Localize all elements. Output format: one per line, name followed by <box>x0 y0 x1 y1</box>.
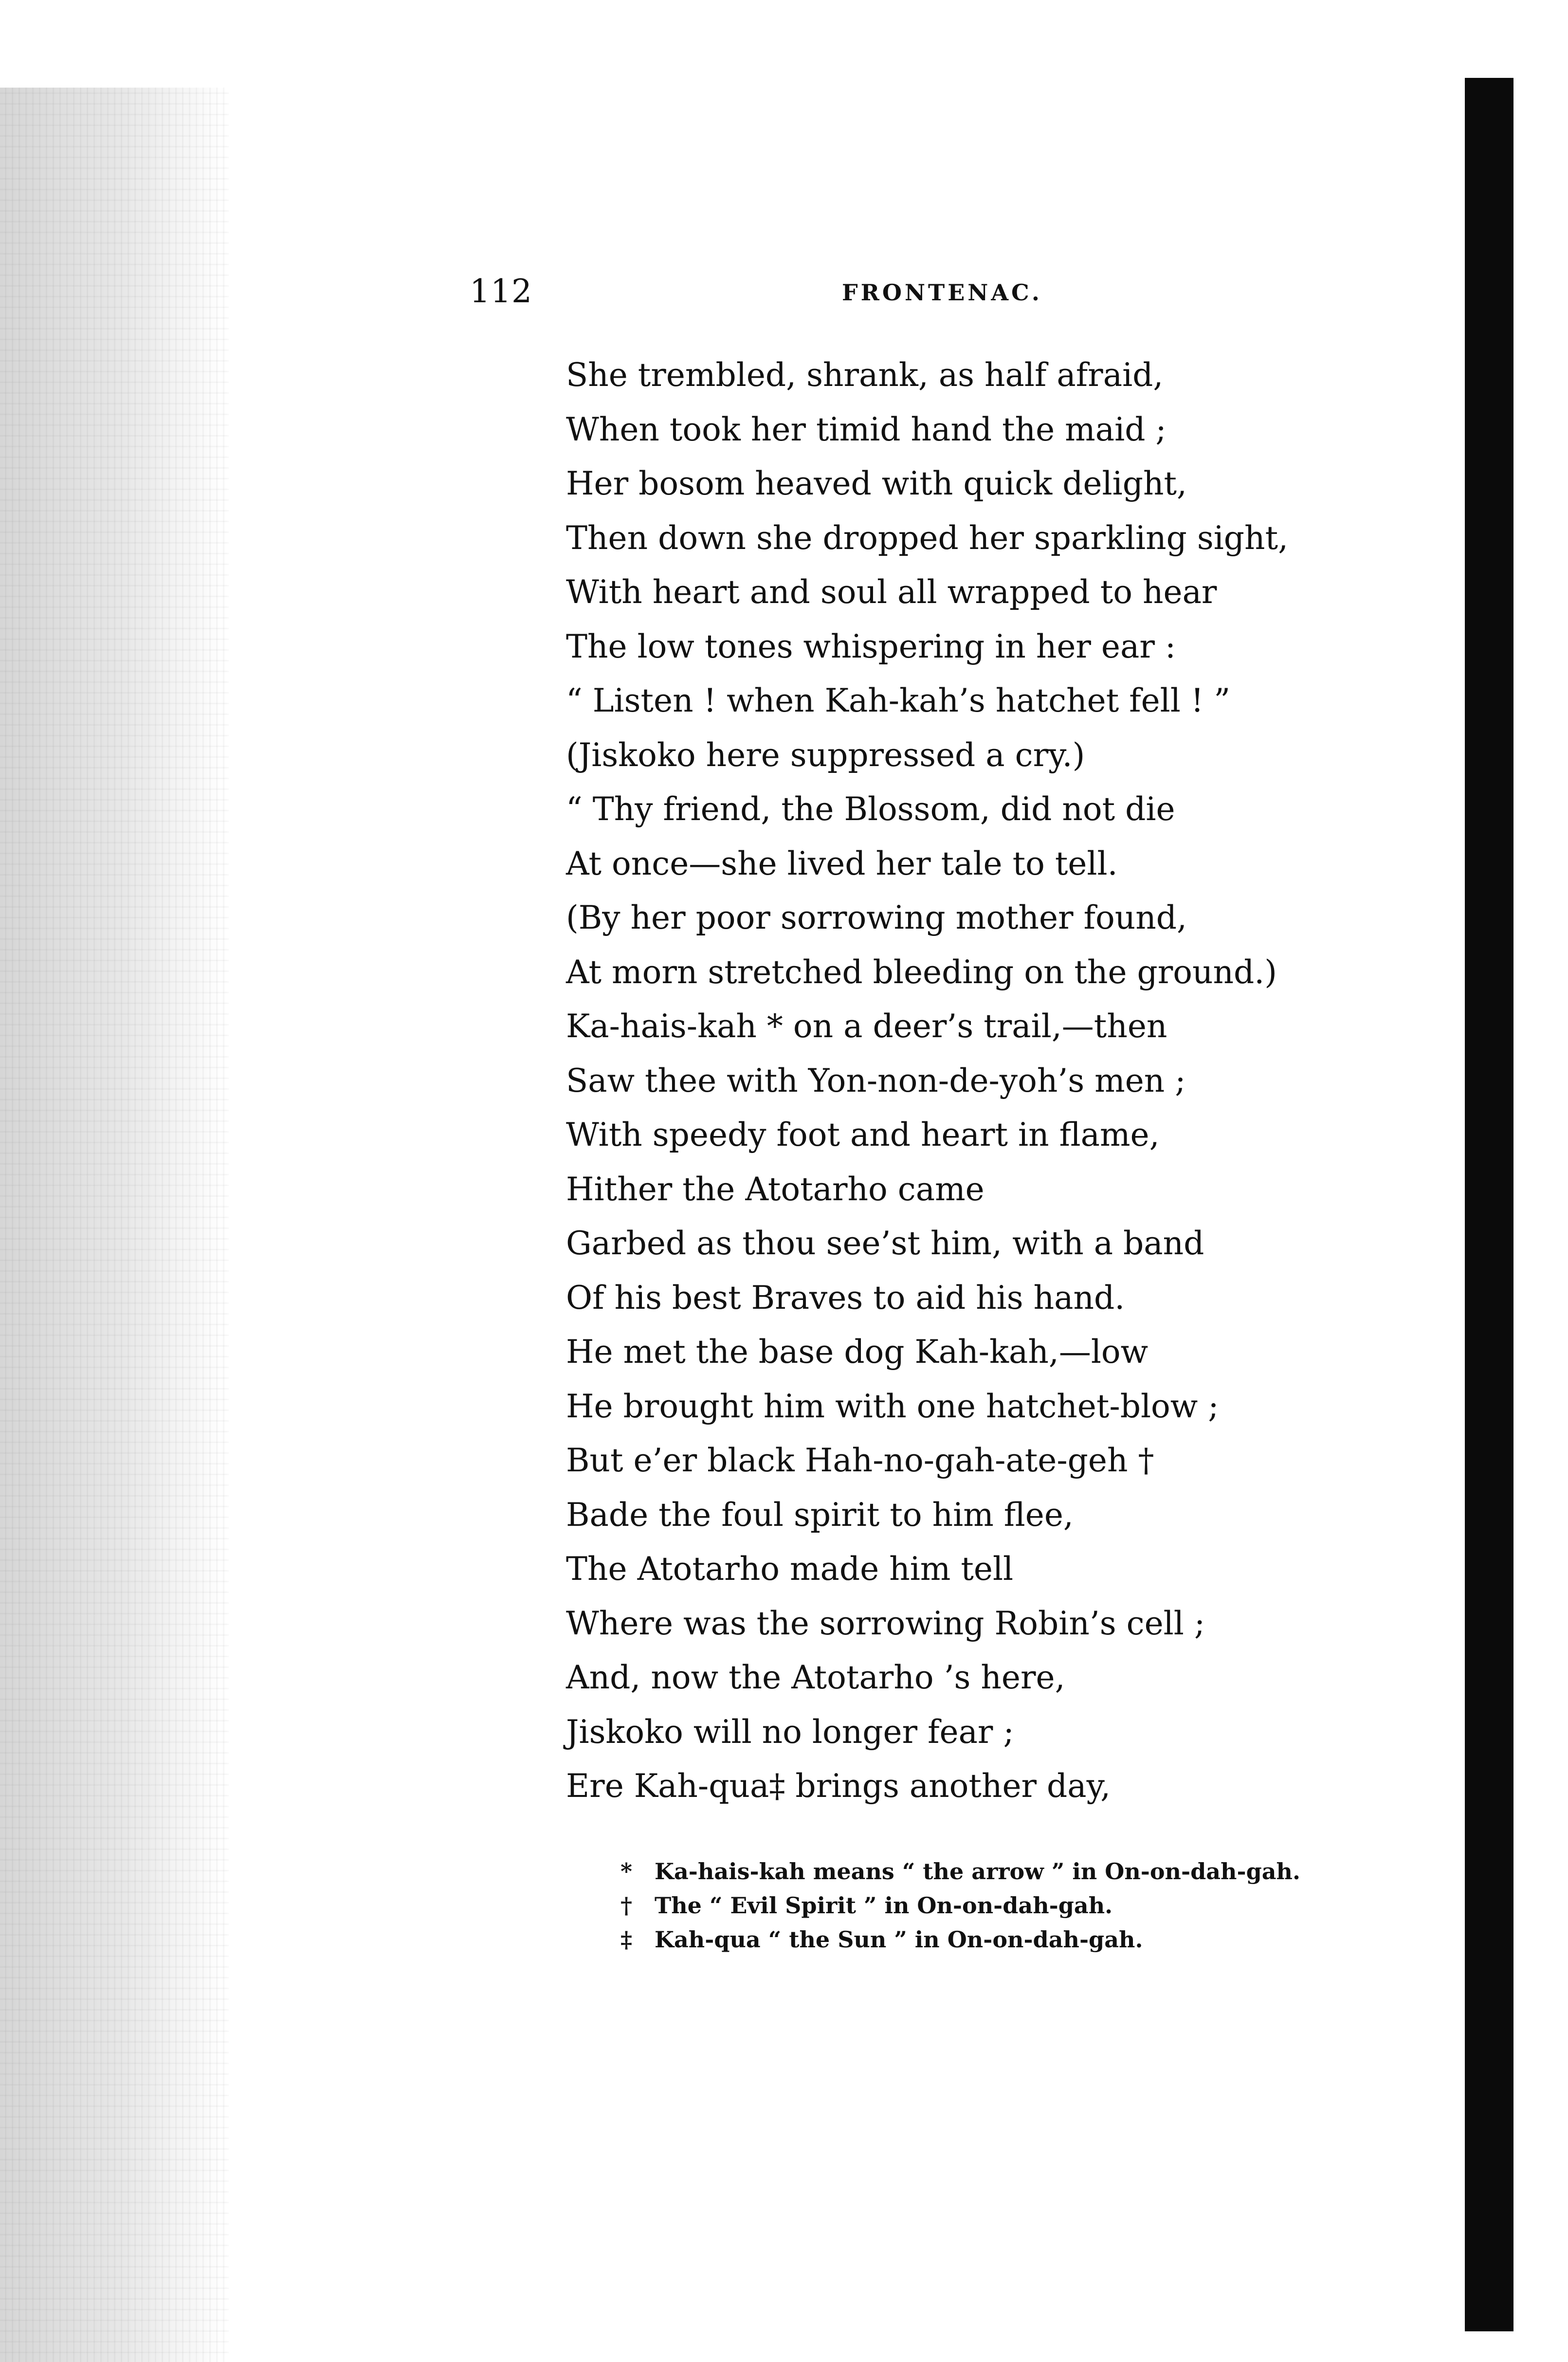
poem-line: But e’er black Hah-no-gah-ate-geh † <box>566 1442 1154 1479</box>
poem-body <box>566 348 1296 1813</box>
footnote-item <box>620 1923 1350 1957</box>
footnote-mark: † <box>620 1892 633 1919</box>
footnote-text: Kah-qua “ the Sun ” in On-on-dah-gah. <box>655 1926 1143 1953</box>
poem-line: (Jiskoko here suppressed a cry.) <box>566 736 1085 774</box>
page-header <box>470 273 1102 316</box>
footnote-mark: * <box>620 1858 633 1885</box>
page-edge-bar <box>1465 78 1513 2331</box>
poem-line: (By her poor sorrowing mother found, <box>566 899 1187 936</box>
footnote-item <box>620 1888 1350 1923</box>
footnote-mark: ‡ <box>620 1926 633 1953</box>
poem-line: And, now the Atotarho ’s here, <box>566 1659 1065 1696</box>
poem-line: Of his best Braves to aid his hand. <box>566 1279 1125 1317</box>
poem-line: At once—she lived her tale to tell. <box>566 844 1118 882</box>
poem-line: She trembled, shrank, as half afraid, <box>566 356 1164 394</box>
poem-line: Garbed as thou see’st him, with a band <box>566 1225 1204 1262</box>
poem-line: Where was the sorrowing Robin’s cell ; <box>566 1604 1205 1642</box>
poem-line: The low tones whispering in her ear : <box>566 627 1176 665</box>
poem-line: “ Listen ! when Kah-kah’s hatchet fell ! ” <box>566 682 1231 719</box>
footnote-text: Ka-hais-kah means “ the arrow ” in On-on-dah-gah. <box>655 1858 1301 1885</box>
poem-line: Hither the Atotarho came <box>566 1170 985 1208</box>
poem-line: The Atotarho made him tell <box>566 1550 1014 1588</box>
poem-line: Her bosom heaved with quick delight, <box>566 465 1187 502</box>
poem-line: Ka-hais-kah * on a deer’s trail,—then <box>566 1007 1167 1045</box>
binding-gutter-shadow <box>0 88 229 2362</box>
page-number: 112 <box>470 273 532 310</box>
footnote-item <box>620 1854 1350 1888</box>
poem-line: With speedy foot and heart in flame, <box>566 1116 1160 1154</box>
running-title: FRONTENAC. <box>842 279 1042 306</box>
poem-line: Jiskoko will no longer fear ; <box>566 1713 1014 1751</box>
poem-line: Ere Kah-qua‡ brings another day, <box>566 1767 1111 1805</box>
poem-line: Saw thee with Yon-non-de-yoh’s men ; <box>566 1062 1186 1099</box>
poem-line: With heart and soul all wrapped to hear <box>566 573 1217 611</box>
footnotes <box>620 1854 1350 1957</box>
poem-line: “ Thy friend, the Blossom, did not die <box>566 790 1175 828</box>
poem-line: Then down she dropped her sparkling sight, <box>566 519 1289 557</box>
footnote-text: The “ Evil Spirit ” in On-on-dah-gah. <box>655 1892 1113 1919</box>
poem-line: Bade the foul spirit to him flee, <box>566 1496 1074 1534</box>
poem-line: When took her timid hand the maid ; <box>566 410 1167 448</box>
poem-line: He met the base dog Kah-kah,—low <box>566 1333 1149 1371</box>
poem-line: He brought him with one hatchet-blow ; <box>566 1387 1219 1425</box>
poem-line: At morn stretched bleeding on the ground.) <box>566 953 1277 991</box>
